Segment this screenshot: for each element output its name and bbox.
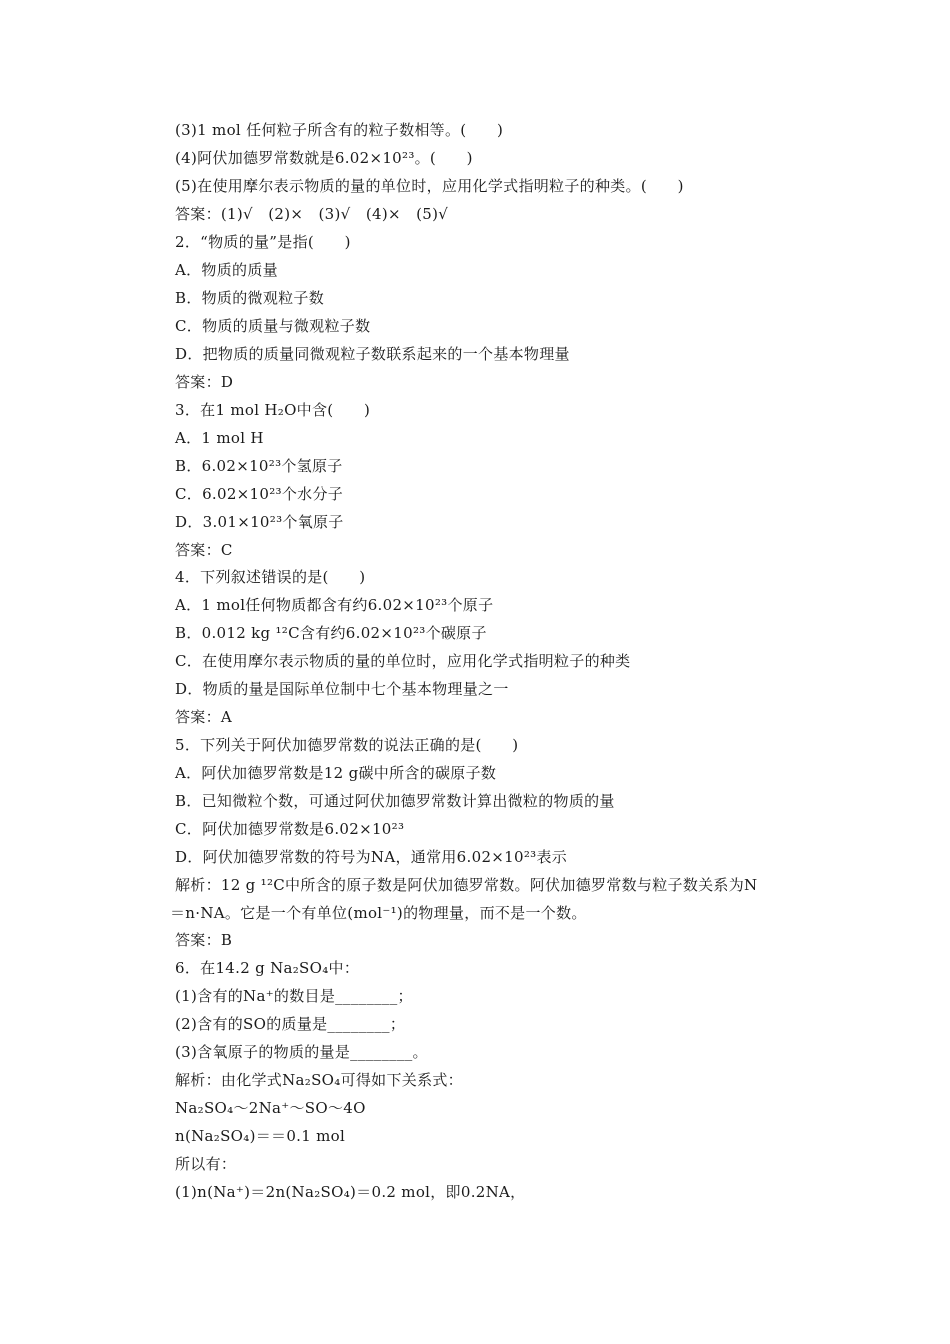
- question-2-answer: 答案：D: [175, 373, 234, 391]
- question-4-option-b: B．0.012 kg ¹²C含有约6.02×10²³个碳原子: [175, 624, 487, 642]
- question-5-stem: 5．下列关于阿伏加德罗常数的说法正确的是( ): [175, 736, 519, 754]
- question-4-stem: 4．下列叙述错误的是( ): [175, 568, 366, 586]
- question-4-option-a: A．1 mol任何物质都含有约6.02×10²³个原子: [175, 596, 494, 614]
- question-6-relation: Na₂SO₄～2Na⁺～SO～4O: [175, 1099, 366, 1117]
- question-5-analysis-line-2: ＝n·NA。它是一个有单位(mol⁻¹)的物理量，而不是一个数。: [170, 904, 587, 922]
- question-4-option-c: C．在使用摩尔表示物质的量的单位时，应用化学式指明粒子的种类: [175, 652, 631, 670]
- question-6-analysis-intro: 解析：由化学式Na₂SO₄可得如下关系式：: [175, 1071, 463, 1089]
- question-5-option-d: D．阿伏加德罗常数的符号为NA，通常用6.02×10²³表示: [175, 848, 568, 866]
- question-3-answer: 答案：C: [175, 541, 233, 559]
- question-2-option-a: A．物质的质量: [175, 261, 278, 279]
- question-1-answer: 答案：(1)√ (2)× (3)√ (4)× (5)√: [175, 205, 449, 223]
- question-4-answer: 答案：A: [175, 708, 233, 726]
- question-2-option-c: C．物质的质量与微观粒子数: [175, 317, 371, 335]
- question-6-item-1: (1)含有的Na⁺的数目是________；: [175, 987, 413, 1005]
- question-3-option-c: C．6.02×10²³个水分子: [175, 485, 344, 503]
- question-6-stem: 6．在14.2 g Na₂SO₄中：: [175, 959, 360, 977]
- question-3-option-a: A．1 mol H: [175, 429, 264, 447]
- question-6-item-2: (2)含有的SO的质量是________；: [175, 1015, 406, 1033]
- question-5-analysis-line-1: 解析：12 g ¹²C中所含的原子数是阿伏加德罗常数。阿伏加德罗常数与粒子数关系为N: [175, 876, 758, 894]
- question-3-option-d: D．3.01×10²³个氧原子: [175, 513, 344, 531]
- question-6-result-1: (1)n(Na⁺)＝2n(Na₂SO₄)＝0.2 mol，即0.2NA，: [175, 1183, 526, 1201]
- question-5-answer: 答案：B: [175, 931, 233, 949]
- question-2-stem: 2．“物质的量”是指( ): [175, 233, 351, 251]
- question-5-option-c: C．阿伏加德罗常数是6.02×10²³: [175, 820, 405, 838]
- question-3-stem: 3．在1 mol H₂O中含( ): [175, 401, 371, 419]
- question-1-item-3: (3)1 mol 任何粒子所含有的粒子数相等。( ): [175, 121, 504, 139]
- question-5-option-a: A．阿伏加德罗常数是12 g碳中所含的碳原子数: [175, 764, 497, 782]
- question-5-option-b: B．已知微粒个数，可通过阿伏加德罗常数计算出微粒的物质的量: [175, 792, 615, 810]
- question-2-option-d: D．把物质的质量同微观粒子数联系起来的一个基本物理量: [175, 345, 570, 363]
- question-1-item-4: (4)阿伏加德罗常数就是6.02×10²³。( ): [175, 149, 473, 167]
- question-2-option-b: B．物质的微观粒子数: [175, 289, 325, 307]
- question-6-item-3: (3)含氧原子的物质的量是________。: [175, 1043, 428, 1061]
- question-3-option-b: B．6.02×10²³个氢原子: [175, 457, 343, 475]
- question-6-moles: n(Na₂SO₄)＝＝0.1 mol: [175, 1127, 346, 1145]
- question-4-option-d: D．物质的量是国际单位制中七个基本物理量之一: [175, 680, 509, 698]
- question-6-therefore: 所以有：: [175, 1155, 237, 1173]
- question-1-item-5: (5)在使用摩尔表示物质的量的单位时，应用化学式指明粒子的种类。( ): [175, 177, 684, 195]
